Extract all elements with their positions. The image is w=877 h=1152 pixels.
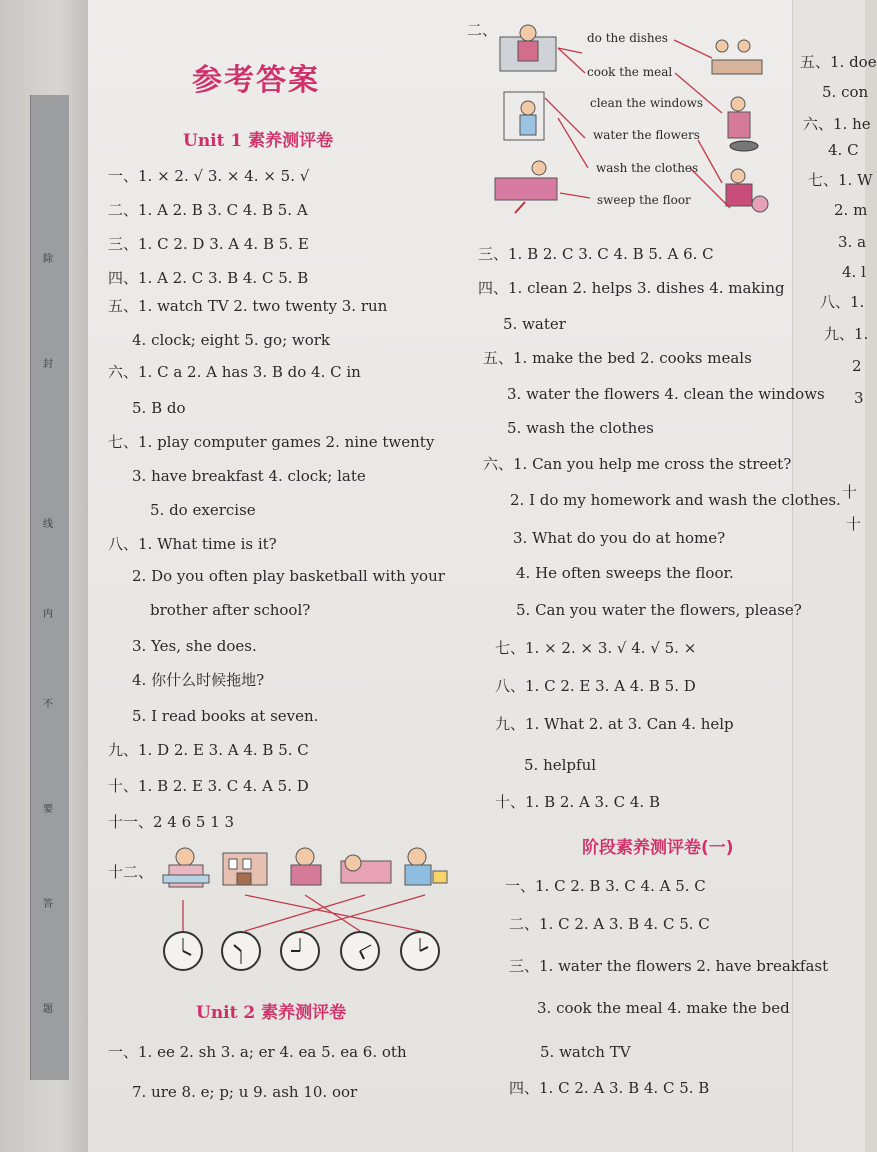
answer-line: 3. Yes, she does. xyxy=(132,637,257,655)
match-item: cook the meal xyxy=(587,65,673,79)
answer-line: 4. He often sweeps the floor. xyxy=(516,564,734,582)
matching-label: 二、 xyxy=(467,21,498,39)
answer-line: 八、1. What time is it? xyxy=(108,535,277,553)
answer-line: 4. 你什么时候拖地? xyxy=(132,671,265,689)
strip-char: 线 xyxy=(43,519,53,530)
answer-line: 三、1. B 2. C 3. C 4. B 5. A 6. C xyxy=(478,245,714,263)
match-item: wash the clothes xyxy=(596,161,699,175)
unit2-heading-en: Unit 2 xyxy=(196,1003,256,1023)
strip-char: 要 xyxy=(43,804,53,815)
unit2-heading xyxy=(196,998,346,1023)
answer-line: 六、1. Can you help me cross the street? xyxy=(483,455,792,473)
answer-line: 六、1. C a 2. A has 3. B do 4. C in xyxy=(108,363,361,381)
answer-line: 四、1. clean 2. helps 3. dishes 4. making xyxy=(478,279,785,297)
answer-line: 九、1. What 2. at 3. Can 4. help xyxy=(495,715,734,733)
strip-char: 不 xyxy=(43,699,53,710)
page-title: 参考答案 xyxy=(192,63,320,98)
stage-test-heading: 阶段素养测评卷(一) xyxy=(582,838,734,858)
edge-line: 2. m xyxy=(834,201,868,219)
clock-faces xyxy=(164,932,439,970)
answer-line: 十、1. B 2. E 3. C 4. A 5. D xyxy=(108,777,309,795)
answer-line: 5. I read books at seven. xyxy=(132,707,319,725)
unit1-heading-cn: 素养测评卷 xyxy=(248,131,334,151)
answer-line: 四、1. A 2. C 3. B 4. C 5. B xyxy=(108,269,309,287)
unit1-heading xyxy=(183,126,333,151)
unit1-heading-en: Unit 1 xyxy=(183,131,243,151)
edge-line: 九、1. xyxy=(824,325,869,343)
answer-line: 3. What do you do at home? xyxy=(513,529,726,547)
answer-line: 三、1. water the flowers 2. have breakfast xyxy=(509,957,829,975)
strip-char: 除 xyxy=(43,254,53,265)
answer-line: 5. water xyxy=(503,315,566,333)
answer-line: 九、1. D 2. E 3. A 4. B 5. C xyxy=(108,741,309,759)
edge-line: 4. l xyxy=(842,263,866,281)
edge-line: 十 xyxy=(842,483,858,501)
unit2-heading-cn: 素养测评卷 xyxy=(261,1003,347,1023)
answer-line: 5. Can you water the flowers, please? xyxy=(516,601,802,619)
answer-line: 七、1. × 2. × 3. √ 4. √ 5. × xyxy=(495,639,697,657)
match-item: water the flowers xyxy=(593,128,700,142)
answer-line: 5. watch TV xyxy=(540,1043,631,1061)
strip-char: 内 xyxy=(43,609,53,620)
edge-line: 5. con xyxy=(822,83,869,101)
strip-char: 答 xyxy=(43,899,53,910)
match-item: sweep the floor xyxy=(597,193,691,207)
answer-line: 十一、2 4 6 5 1 3 xyxy=(108,813,235,831)
answer-line: 5. B do xyxy=(132,399,186,417)
match-item: do the dishes xyxy=(587,31,668,45)
strip-char: 题 xyxy=(43,1004,53,1015)
edge-line: 八、1. xyxy=(820,293,865,311)
binding-strip xyxy=(30,95,69,1080)
chore-pictures-left xyxy=(495,25,557,213)
matching-label: 十二、 xyxy=(108,863,154,881)
edge-line: 六、1. he xyxy=(803,115,871,133)
chore-pictures-right xyxy=(712,40,768,212)
activity-pictures xyxy=(163,848,447,887)
answer-line: 四、1. C 2. A 3. B 4. C 5. B xyxy=(509,1079,710,1097)
answer-line: 二、1. C 2. A 3. B 4. C 5. C xyxy=(509,915,710,933)
answer-line: 五、1. watch TV 2. two twenty 3. run xyxy=(108,297,388,315)
answer-line: 2. Do you often play basketball with your xyxy=(132,567,445,585)
edge-line: 十 xyxy=(846,515,862,533)
matching-lines xyxy=(183,895,425,931)
edge-line: 3 xyxy=(854,389,864,407)
answer-line: 十、1. B 2. A 3. C 4. B xyxy=(495,793,660,811)
match-item: clean the windows xyxy=(590,96,703,110)
answer-line: 一、1. × 2. √ 3. × 4. × 5. √ xyxy=(108,167,310,185)
answer-line: 5. wash the clothes xyxy=(507,419,654,437)
answer-line: 5. do exercise xyxy=(150,501,256,519)
answer-line: 3. cook the meal 4. make the bed xyxy=(537,999,790,1017)
answer-line: 三、1. C 2. D 3. A 4. B 5. E xyxy=(108,235,309,253)
answer-line: 五、1. make the bed 2. cooks meals xyxy=(483,349,752,367)
edge-line: 3. a xyxy=(838,233,867,251)
answer-line: 一、1. ee 2. sh 3. a; er 4. ea 5. ea 6. oth xyxy=(108,1043,407,1061)
adjacent-page xyxy=(0,0,95,1152)
edge-line: 2 xyxy=(852,357,862,375)
answer-line: 5. helpful xyxy=(524,756,597,774)
activity-clock-matching-figure xyxy=(150,845,450,980)
answer-line: 3. water the flowers 4. clean the windows xyxy=(507,385,825,403)
answer-line: 八、1. C 2. E 3. A 4. B 5. D xyxy=(495,677,696,695)
answer-line: 3. have breakfast 4. clock; late xyxy=(132,467,366,485)
answer-line: 七、1. play computer games 2. nine twenty xyxy=(108,433,435,451)
edge-line: 五、1. doe xyxy=(800,53,877,71)
strip-char: 封 xyxy=(43,359,53,370)
answer-line: 7. ure 8. e; p; u 9. ash 10. oor xyxy=(132,1083,358,1101)
answer-line: 一、1. C 2. B 3. C 4. A 5. C xyxy=(505,877,706,895)
answer-line: brother after school? xyxy=(150,601,311,619)
edge-line: 4. C xyxy=(828,141,859,159)
edge-line: 七、1. W xyxy=(808,171,873,189)
answer-line: 2. I do my homework and wash the clothes. xyxy=(510,491,841,509)
answer-line: 4. clock; eight 5. go; work xyxy=(132,331,331,349)
answer-line: 二、1. A 2. B 3. C 4. B 5. A xyxy=(108,201,308,219)
